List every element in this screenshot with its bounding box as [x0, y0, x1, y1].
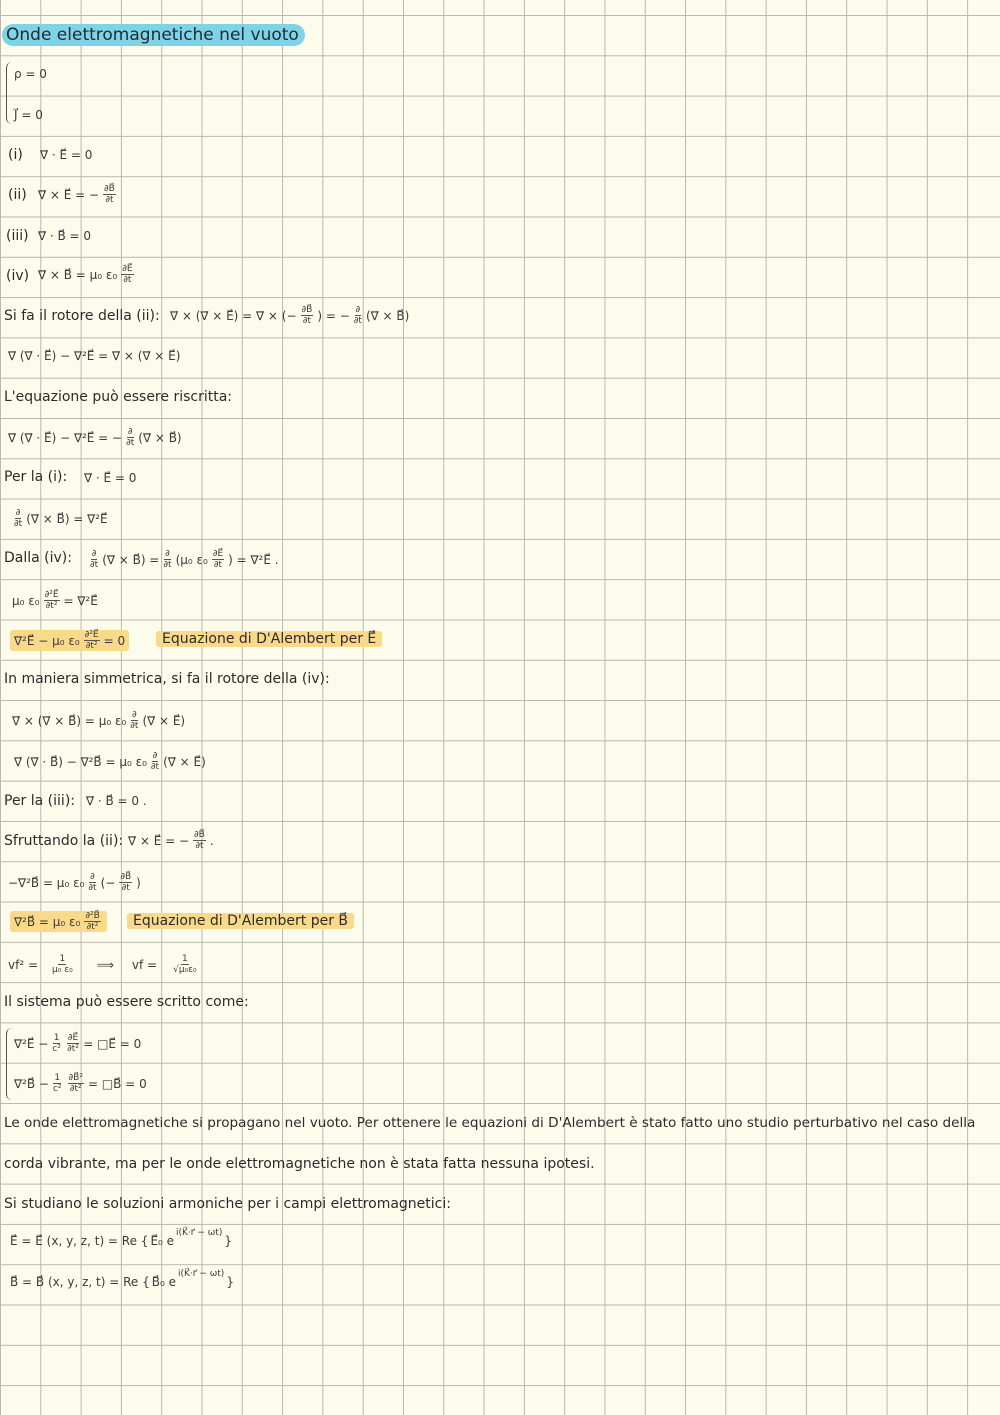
eq-part: . — [209, 833, 214, 848]
frac-num: ∂B⃗ — [301, 305, 313, 315]
eq-part: B⃗ = B⃗ (x, y, z, t) = Re { — [10, 1275, 150, 1289]
exponent: i(K⃗·r⃗ − ωt) — [176, 1228, 223, 1238]
frac — [44, 590, 60, 611]
vector-identity: ∇⃗ (∇⃗ · E⃗) − ∇²E⃗ = ∇⃗ × (∇⃗ × E⃗) — [8, 349, 181, 363]
frac-num: ∂E⃗ — [122, 264, 133, 274]
frac — [130, 710, 138, 731]
frac-num: ∂ — [165, 549, 170, 559]
implies-arrow: ⟹ — [96, 957, 114, 972]
eq-part: ∇²B⃗ = μ₀ ε₀ — [14, 914, 81, 929]
eq-part: vf = — [131, 957, 158, 972]
frac-den: ∂t² — [45, 601, 58, 611]
frac-den: ∂t — [90, 560, 99, 570]
exponent: i(K⃗·r⃗ − ωt) — [177, 1269, 225, 1279]
paragraph-line-1: Le onde elettromagnetiche si propagano nel vuoto. Per ottenere le equazioni di D'Alembert è stato fatto uno studio perturbativo nel caso della — [4, 1115, 976, 1131]
step3-eq — [8, 872, 141, 893]
step2-eq — [12, 590, 98, 611]
system-b-eq — [14, 1073, 147, 1094]
sfruttando-text: Sfruttando la (ii): — [4, 833, 124, 849]
maxwell-iv-eq — [38, 264, 136, 285]
sfruttando-eq — [128, 830, 214, 851]
eq-part: E⃗ = E⃗ (x, y, z, t) = Re { — [10, 1234, 149, 1248]
frac-den: ∂t² — [85, 641, 98, 651]
eq-part: −∇²B⃗ = μ₀ ε₀ — [8, 875, 85, 890]
dalla-iv-text: Dalla (iv): — [4, 550, 72, 566]
maxwell-iv-lhs: ∇⃗ × B⃗ = μ₀ ε₀ — [38, 267, 118, 282]
frac-den: μ₀ ε₀ — [52, 965, 73, 975]
dalembert-e-eq — [10, 630, 129, 651]
per-iii-eq: ∇⃗ · B⃗ = 0 . — [86, 794, 147, 808]
eq-part: ∇⃗ (∇⃗ · B⃗) − ∇²B⃗ = μ₀ ε₀ — [14, 754, 147, 769]
eq-part: ∇⃗ × (∇⃗ × E⃗) = ∇⃗ × (− — [170, 308, 297, 323]
frac-num: ∂B⃗² — [68, 1073, 83, 1083]
frac-num: ∂²E⃗ — [44, 590, 59, 600]
frac-num: 1 — [182, 954, 188, 964]
maxwell-iv-frac — [121, 264, 133, 285]
maxwell-i-eq: ∇⃗ · E⃗ = 0 — [40, 148, 93, 162]
maxwell-ii-frac — [103, 184, 116, 205]
symmetric-text: In maniera simmetrica, si fa il rotore della (iv): — [4, 671, 330, 687]
frac — [163, 549, 171, 570]
frac-den: ∂t — [126, 438, 135, 448]
eq-part: (μ₀ ε₀ — [175, 552, 208, 567]
frac — [67, 1033, 79, 1054]
paragraph-line-2: corda vibrante, ma per le onde elettromagnetiche non è stata fatta nessuna ipotesi. — [4, 1156, 595, 1172]
eq-part: ∇⃗ × E⃗ = − — [128, 833, 190, 848]
eq-part: (∇⃗ × B⃗) — [138, 430, 182, 445]
dalembert-e-label: Equazione di D'Alembert per E⃗ — [156, 631, 382, 647]
frac-den: ∂t² — [67, 1044, 79, 1054]
frac-num: ∂²B⃗ — [85, 911, 100, 921]
frac-num: ∂ — [90, 872, 95, 882]
frac-num: ∂²E⃗ — [84, 630, 99, 640]
hyp-j: J⃗ = 0 — [14, 108, 43, 122]
eq-part: μ₀ ε₀ — [12, 593, 40, 608]
frac — [151, 751, 159, 772]
frac-num: ∂E⃗ — [67, 1033, 79, 1043]
frac-den: √μ₀ε₀ — [173, 965, 197, 975]
frac-num: ∂B⃗ — [120, 872, 132, 882]
frac-num: ∂ — [127, 427, 133, 437]
vf-eq — [8, 954, 205, 975]
frac-num: ∂ — [355, 305, 361, 315]
frac-num: ∂E⃗ — [212, 549, 224, 559]
frac-num: ∂B⃗ — [104, 184, 115, 194]
eq-part: ) = − — [317, 308, 350, 323]
eq-part: (∇⃗ × E⃗) — [142, 713, 186, 728]
eq-part: (∇⃗ × B⃗) = — [102, 552, 160, 567]
eq-part: ) = ∇²E⃗ . — [228, 552, 279, 567]
frac-num: ∂ — [152, 751, 158, 761]
frac — [88, 872, 96, 893]
frac-den: c² — [52, 1084, 62, 1094]
frac — [90, 549, 98, 570]
eq-part: (∇⃗ × E⃗) — [163, 754, 206, 769]
frac-den: ∂t² — [86, 922, 99, 932]
maxwell-ii-eq — [38, 184, 118, 205]
frac-num: 1 — [59, 954, 66, 964]
eq-part: ) — [136, 875, 141, 890]
rot-ii-eq — [170, 305, 409, 326]
maxwell-ii-label: (ii) — [8, 187, 27, 203]
frac-den: ∂t — [195, 841, 204, 851]
frac-den: ∂t — [88, 883, 97, 893]
rot-iv2-eq — [14, 751, 206, 772]
page-title: Onde elettromagnetiche nel vuoto — [2, 24, 305, 46]
frac — [14, 508, 22, 529]
per-iii-text: Per la (iii): — [4, 793, 75, 809]
frac-den: ∂t — [14, 519, 23, 529]
dalembert-b-label: Equazione di D'Alembert per B⃗ — [127, 913, 354, 929]
eq-part: } — [224, 1234, 232, 1248]
frac — [119, 872, 132, 893]
frac — [173, 954, 197, 975]
frac — [68, 1073, 84, 1094]
frac-num: 1 — [53, 1033, 60, 1043]
eq-part: B⃗₀ e — [151, 1275, 176, 1289]
eq-part: (∇⃗ × B⃗) — [365, 308, 410, 323]
frac — [52, 1033, 61, 1054]
frac-den: ∂t — [163, 560, 172, 570]
frac-den: ∂t — [302, 316, 311, 326]
eq-part: ∇²E⃗ − μ₀ ε₀ — [14, 633, 80, 648]
maxwell-iii-eq: ∇⃗ · B⃗ = 0 — [38, 229, 92, 243]
harmonic-text: Si studiano le soluzioni armoniche per i campi elettromagnetici: — [4, 1196, 451, 1212]
frac — [126, 427, 134, 448]
system-text: Il sistema può essere scritto come: — [4, 994, 249, 1010]
frac-den: ∂t — [105, 195, 114, 205]
dalla-iv-eq — [88, 549, 279, 570]
system-brace — [6, 1028, 13, 1100]
hypothesis-brace — [6, 62, 13, 124]
frac — [193, 830, 206, 851]
system-e-eq — [14, 1033, 141, 1054]
eq-part: E⃗₀ e — [150, 1234, 175, 1248]
maxwell-i-label: (i) — [8, 147, 23, 163]
frac — [84, 630, 100, 651]
frac-den: ∂t — [213, 560, 223, 570]
per-i-eq: ∇⃗ · E⃗ = 0 — [84, 471, 137, 485]
frac-num: ∂ — [15, 508, 21, 518]
frac-den: ∂t — [353, 316, 362, 326]
maxwell-iv-label: (iv) — [6, 268, 30, 284]
eq-part: vf² = — [8, 957, 39, 972]
maxwell-iii-label: (iii) — [6, 228, 29, 244]
step1-eq — [12, 508, 108, 529]
eq-part: } — [226, 1275, 234, 1289]
per-i-text: Per la (i): — [4, 469, 68, 485]
eq-part: (∇⃗ × B⃗) = ∇²E⃗ — [26, 511, 108, 526]
eq-part: ∇⃗ (∇⃗ · E⃗) − ∇²E⃗ = − — [8, 430, 123, 445]
frac-den: ∂t² — [69, 1084, 82, 1094]
frac — [354, 305, 362, 326]
frac — [84, 911, 100, 932]
rewrite-text: L'equazione può essere riscritta: — [4, 389, 232, 405]
eq-part: = □E⃗ = 0 — [83, 1036, 142, 1051]
frac-num: 1 — [54, 1073, 61, 1083]
frac — [212, 549, 224, 570]
eq-part: = □B⃗ = 0 — [87, 1076, 147, 1091]
eq-part: ∇²B⃗ − — [14, 1076, 49, 1091]
frac-num: ∂ — [132, 710, 137, 720]
hyp-rho: ρ = 0 — [14, 67, 47, 81]
frac-den: ∂t — [123, 275, 132, 285]
eq-part: (− — [100, 875, 116, 890]
frac-num: ∂B⃗ — [194, 830, 205, 840]
rot-ii-text: Si fa il rotore della (ii): — [4, 308, 160, 324]
frac-den: c² — [52, 1044, 61, 1054]
eq-part: ∇⃗ × (∇⃗ × B⃗) = μ₀ ε₀ — [12, 713, 127, 728]
rot-iv-eq — [12, 710, 185, 731]
dalembert-b-eq — [10, 911, 107, 932]
frac — [53, 1073, 62, 1094]
frac-den: ∂t — [121, 883, 130, 893]
rewrite-eq — [8, 427, 182, 448]
frac — [52, 954, 73, 975]
eq-part: = 0 — [103, 633, 126, 648]
frac-den: ∂t — [130, 721, 139, 731]
frac-den: ∂t — [150, 762, 160, 772]
eq-part: = ∇²E⃗ — [63, 593, 98, 608]
eq-part: ∇²E⃗ − — [14, 1036, 49, 1051]
frac — [301, 305, 314, 326]
frac-num: ∂ — [91, 549, 97, 559]
maxwell-ii-lhs: ∇⃗ × E⃗ = − — [38, 187, 100, 202]
